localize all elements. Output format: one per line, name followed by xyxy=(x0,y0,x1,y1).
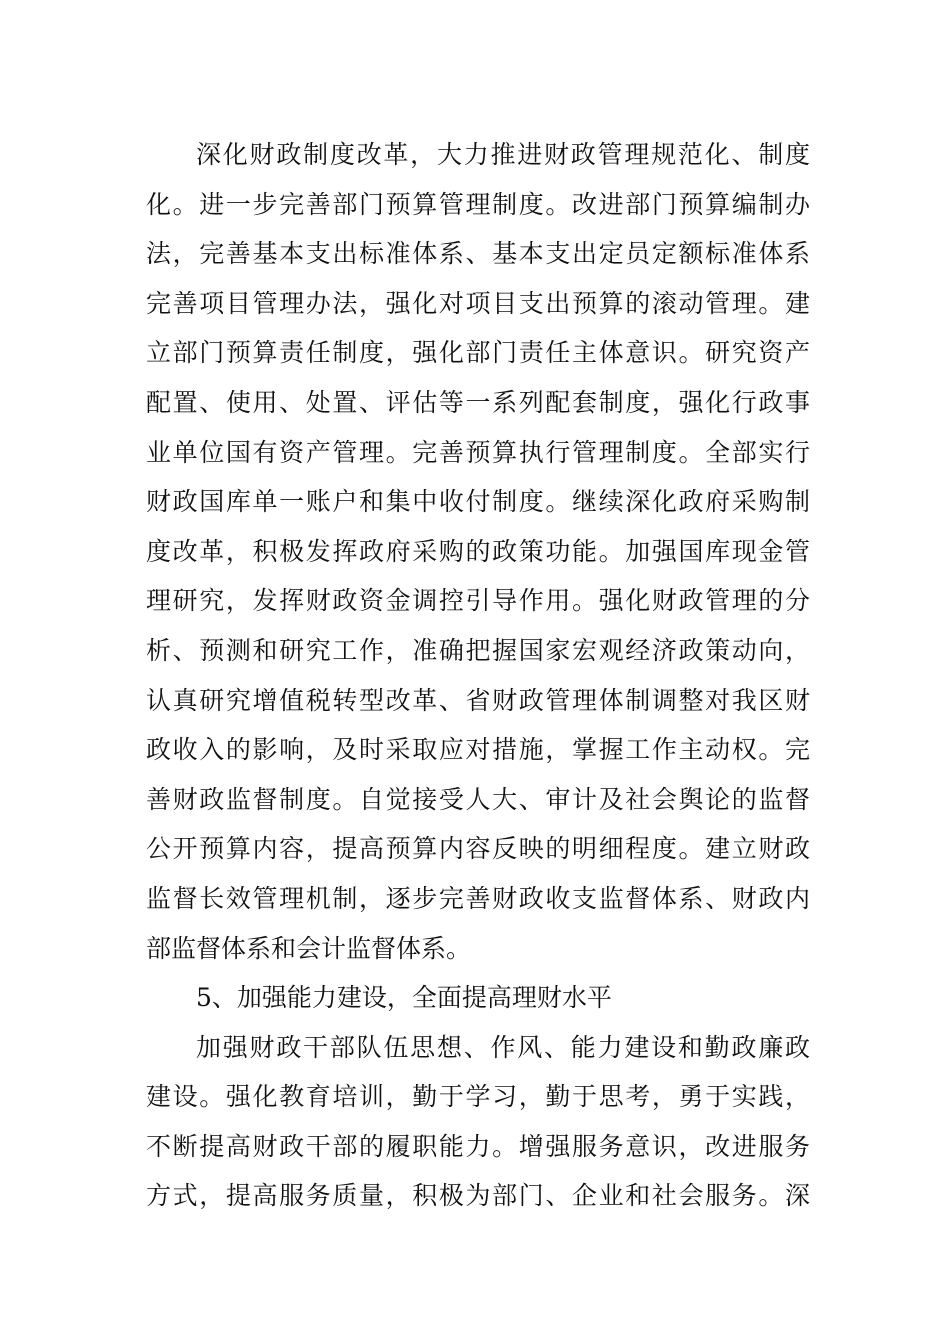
paragraph-capacity-building xyxy=(146,1023,810,1221)
section-heading: 5、加强能力建设，全面提高理财水平 xyxy=(196,983,612,1013)
text-line: 财政国库单一账户和集中收付制度。继续深化政府采购制 xyxy=(146,487,810,517)
text-line: 业单位国有资产管理。完善预算执行管理制度。全部实行 xyxy=(146,437,810,467)
text-line: 理研究，发挥财政资金调控引导作用。强化财政管理的分 xyxy=(146,586,810,616)
text-line: 深化财政制度改革，大力推进财政管理规范化、制度 xyxy=(196,140,810,169)
text-line: 化。进一步完善部门预算管理制度。改进部门预算编制办 xyxy=(146,189,810,219)
text-line: 加强财政干部队伍思想、作风、能力建设和勤政廉政 xyxy=(196,1032,810,1062)
paragraph-finance-reform xyxy=(146,130,810,973)
text-line: 完善项目管理办法，强化对项目支出预算的滚动管理。建 xyxy=(146,288,810,318)
text-line: 不断提高财政干部的履职能力。增强服务意识，改进服务 xyxy=(146,1131,810,1161)
document-body xyxy=(146,130,810,1221)
text-line: 善财政监督制度。自觉接受人大、审计及社会舆论的监督 xyxy=(146,784,810,814)
text-line: 监督长效管理机制，逐步完善财政收支监督体系、财政内 xyxy=(146,883,810,913)
text-line: 公开预算内容，提高预算内容反映的明细程度。建立财政 xyxy=(146,834,810,864)
text-line: 析、预测和研究工作，准确把握国家宏观经济政策动向， xyxy=(146,635,810,665)
text-line: 法，完善基本支出标准体系、基本支出定员定额标准体系 xyxy=(146,239,810,269)
text-line: 建设。强化教育培训，勤于学习，勤于思考，勇于实践， xyxy=(146,1082,810,1112)
text-line: 配置、使用、处置、评估等一系列配套制度，强化行政事 xyxy=(146,387,810,417)
text-line: 立部门预算责任制度，强化部门责任主体意识。研究资产 xyxy=(146,338,810,368)
text-line: 方式，提高服务质量，积极为部门、企业和社会服务。深 xyxy=(146,1181,810,1211)
text-line: 政收入的影响，及时采取应对措施，掌握工作主动权。完 xyxy=(146,735,810,765)
text-line: 认真研究增值税转型改革、省财政管理体制调整对我区财 xyxy=(146,685,810,715)
text-line: 部监督体系和会计监督体系。 xyxy=(146,933,472,963)
text-line: 度改革，积极发挥政府采购的政策功能。加强国库现金管 xyxy=(146,536,810,566)
